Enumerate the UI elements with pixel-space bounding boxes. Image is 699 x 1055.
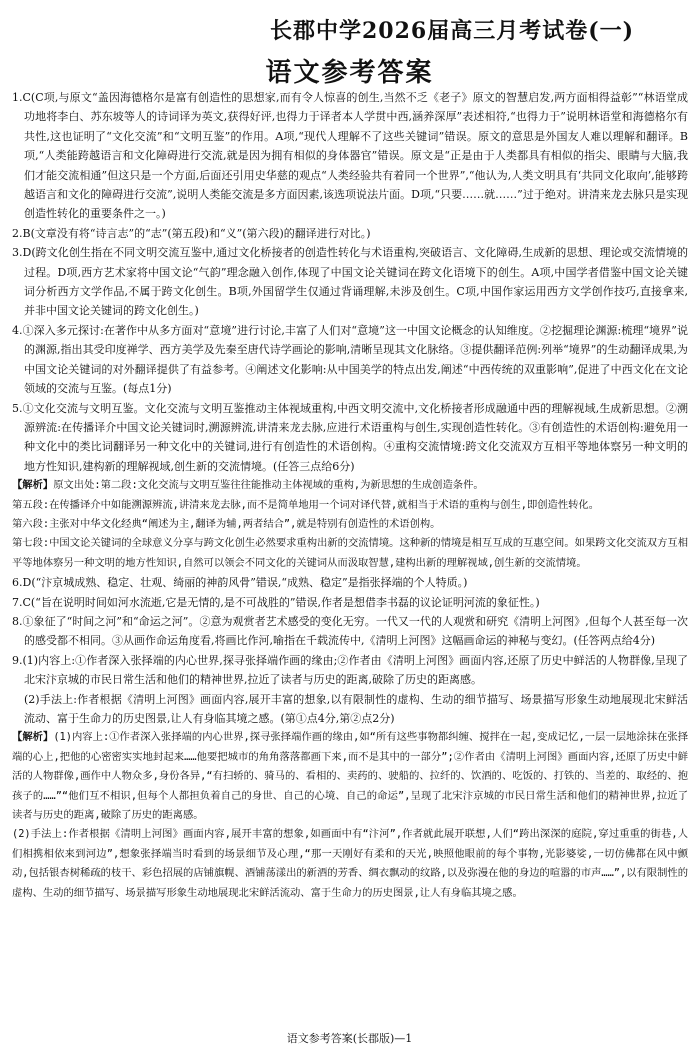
answer-q1: 1.C(C项,与原文“盖因海德格尔是富有创造性的思想家,而有令人惊喜的创生,当然不乏《老子》原文的智慧启发,两方面相得益彰”“林语堂成功地将李白、苏东坡等人的诗词译为英文,获得好评,也得力于译者本人学贯中西,涵养深厚”表述相符,“也得力于”说明林语堂和海德格尔有共性,这也证明了“文化交流”和“文明互鉴”的作用。A项,“现代人理解不了这些关键词”错误。原文的意思是外国友人难以理解和翻译。B项,“人类能跨越语言和文化障碍进行交流,就是因为拥有相似的身体器官”错误。原文是“正是由于人类都具有相似的指尖、眼睛与大脑,我们才能交流相通”但这只是一个方面,后面还引用史华慈的观点“人类经验共有着同一个世界”,“他认为,人类文明具有‘共同文化取向’,能够跨越语言和文化的障碍进行交流”,说明人类能交流是多方面因素,该选项说法片面。D项,“只要……就……”过于绝对。讲清来龙去脉只是实现创造性转化的重要条件之一。) <box>12 91 688 221</box>
document-title: 语文参考答案 <box>265 58 434 88</box>
analysis-q5-para7: 第七段:中国文论关键词的全球意义分享与跨文化创生必然要求重构出新的交流情境。这种新的情境是相互互成的互惠空间。如果跨文化交流双方互相平等地体察另一种文明的地方性知识,自然可以领会不同文化的关键词从而汲取智慧,建构出新的理解视域,创生新的交流情境。 <box>12 537 688 569</box>
analysis-q9 <box>12 728 688 825</box>
answer-q9-part2: (2)手法上:作者根据《清明上河图》画面内容,展开丰富的想象,以有限制性的虚构、生动的细节描写、场景描写形象生动地展现北宋鲜活流动、富于生命力的历史图景,让人有身临其境之感。(第①点4分,第②点2分) <box>24 692 688 725</box>
answer-q3: 3.D(跨文化创生指在不同文明交流互鉴中,通过文化桥接者的创造性转化与术语重构,突破语言、文化障碍,生成新的思想、理论或交流情境的过程。D项,西方艺术家将中国文论“气韵”理念融入创作,体现了中国文论关键词在跨文化语境下的创生。A项,中国学者借鉴中国文论关键词分析西方文学作品,不属于跨文化创生。B项,外国留学生仅通过背诵理解,未涉及创生。C项,中国作家运用西方文学创作技巧,直接拿来,并非中国文论关键词的跨文化创生。) <box>12 246 688 318</box>
answer-q4: 4.①深入多元探讨:在著作中从多方面对“意境”进行讨论,丰富了人们对“意境”这一中国文论概念的认知维度。②挖掘理论渊源:梳理“境界”说的渊源,指出其受印度禅学、西方美学及先秦至唐代诗学画论的影响,清晰呈现其文化脉络。③提供翻译范例:列举“境界”的生动翻译成果,为中国文论关键词的对外翻译提供了有益参考。④阐述文化影响:从中国美学的特点出发,阐述“中西传统的双重影响”,促进了中西文化在文论领域的交流与互鉴。(每点1分) <box>12 323 688 396</box>
analysis-tag: 【解析】 <box>12 731 54 744</box>
answer-content <box>12 88 688 903</box>
analysis-q5-para6: 第六段:主张对中华文化经典“阐述为主,翻译为辅,两者结合”,就是特别有创造性的术语创构。 <box>12 517 441 530</box>
answer-q2: 2.B(文章没有将“诗言志”的“志”(第五段)和“义”(第六段)的翻译进行对比。) <box>12 226 371 240</box>
answer-q9-part1: 9.(1)内容上:①作者深入张择端的内心世界,探寻张择端作画的缘由;②作者由《清明上河图》画面内容,还原了历史中鲜活的人物群像,呈现了北宋汴京城的市民日常生活和他们的精神世界,拉近了读者与历史的距离,破除了历史的距离感。 <box>12 653 688 687</box>
page-footer: 语文参考答案(长郡版)—1 <box>286 1032 413 1045</box>
answer-q7: 7.C(“旨在说明时间如河水流逝,它是无情的,是不可战胜的”错误,作者是想借李书磊的议论证明河流的象征性。) <box>12 595 540 609</box>
analysis-q5 <box>12 476 688 495</box>
answer-q8: 8.①象征了“时间之河”和“命运之河”。②意为观赏者艺术感受的变化无穷。一代又一代的人观赏和研究《清明上河图》,但每个人甚至每一次的感受都不相同。③从画作命运角度看,将画比作河,喻指在千载流传中,《清明上河图》这幅画命运的神秘与变幻。(任答两点给4分) <box>12 614 688 648</box>
analysis-q5-text: 原文出处:第二段:文化交流与文明互鉴往往能推动主体视域的重构,为新思想的生成创造条件。 <box>53 479 484 492</box>
answer-q5: 5.①文化交流与文明互鉴。文化交流与文明互鉴推动主体视域重构,中西文明交流中,文化桥接者形成融通中西的理解视域,生成新思想。②溯源辨流:在传播译介中国文论关键词时,溯源辨流,讲清来龙去脉,应进行术语重构与创生,实现创造性转化。③有创造性的术语创构:避免用一种文化中的类比词翻译另一种文化中的关键词,进行有创造性的术语创构。④重构交流情境:跨文化交流双方互相平等地体察另一种文明的地方性知识,建构新的理解视域,创生新的交流情境。(任答三点给6分) <box>12 401 688 473</box>
analysis-tag: 【解析】 <box>12 479 54 492</box>
analysis-q9-part2: (2)手法上:作者根据《清明上河图》画面内容,展开丰富的想象,如画面中有“汴河”,作者就此展开联想,人们“跨出深深的庭院,穿过重重的街巷,人们相携相依来到河边”,想象张择端当时看到的场景细节及心理,“那一天刚好有柔和的天光,映照他眼前的每个事物,光影婆娑,一切仿佛都在风中颤动,包括银杏树稀疏的枝干、彩色招展的店铺旗幌、酒铺荡漾出的新酒的芳香、绸衣飘动的纹路,以及弥漫在他的身边的喧嚣的市声……”,以有限制性的虚构、生动的细节描写、场景描写形象生动地展现北宋鲜活流动、富于生命力的历史图景,让人有身临其境之感。 <box>12 828 688 899</box>
exam-header-title: 长郡中学2026届高三月考试卷(一) <box>270 18 635 44</box>
analysis-q9-text: (1)内容上:①作者深入张择端的内心世界,探寻张择端作画的缘由,如“所有这些事物都纠缠、搅拌在一起,变成记忆,一层一层地涂抹在张择端的心上,把他的心密密实实地封起来……他要把城市的角角落落都画下来,而不是其中的一部分”;②作者由《清明上河图》画面内容,还原了历史中鲜活的人物群像,画作中人物众多,身份各异,“有扫轿的、骑马的、看相的、卖药的、驶船的、拉纤的、饮酒的、吃饭的、打铁的、当差的、取经的、抱孩子的……”“他们互不相识,但每个人都担负着自己的身世、自己的心境、自己的命运”,呈现了北宋汴京城的市民日常生活和他们的精神世界,拉近了读者与历史的距离,破除了历史的距离感。 <box>12 731 689 822</box>
answer-q6: 6.D(“汴京城成熟、稳定、壮观、绮丽的神韵风骨”错误,“成熟、稳定”是指张择端的个人特质。) <box>12 576 468 590</box>
analysis-q5-para5: 第五段:在传播译介中如能溯源辨流,讲清来龙去脉,而不是简单地用一个词对译代替,就相当于术语的重构与创生,即创造性转化。 <box>12 498 600 511</box>
